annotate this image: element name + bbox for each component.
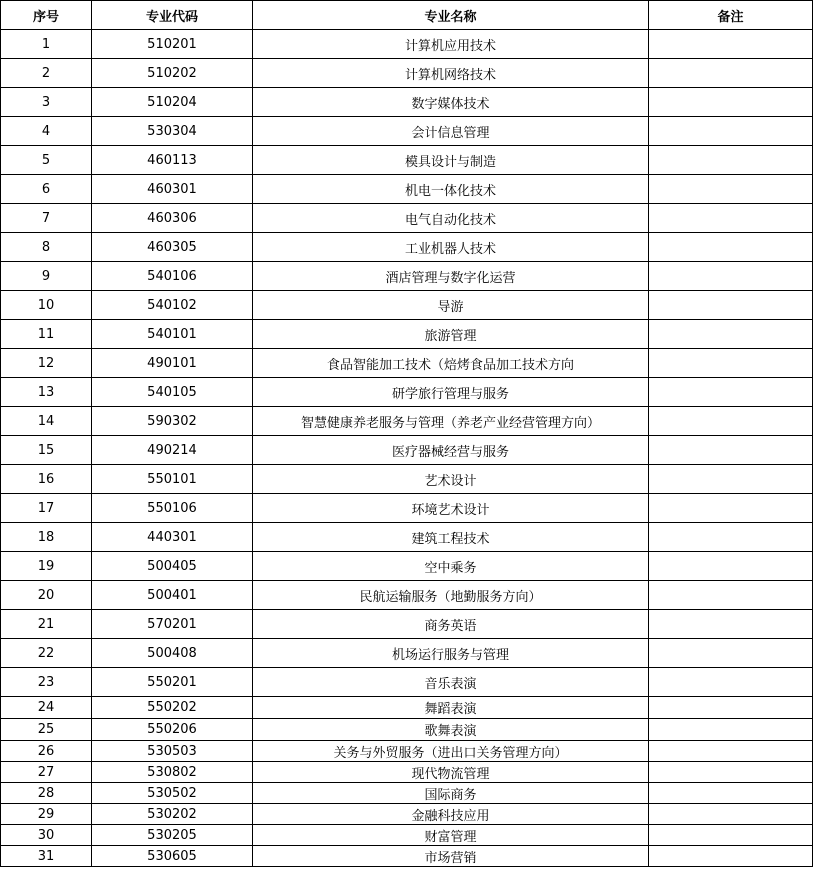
cell-index: 28: [1, 783, 92, 804]
cell-name: 艺术设计: [253, 465, 649, 494]
cell-code: 490101: [92, 349, 253, 378]
cell-index: 8: [1, 233, 92, 262]
cell-index: 27: [1, 762, 92, 783]
cell-note: [649, 349, 813, 378]
cell-code: 530304: [92, 117, 253, 146]
table-row: [1, 320, 813, 349]
cell-name: 电气自动化技术: [253, 204, 649, 233]
table-row: [1, 88, 813, 117]
cell-note: [649, 668, 813, 697]
cell-note: [649, 175, 813, 204]
table-row: [1, 783, 813, 804]
cell-index: 24: [1, 697, 92, 719]
cell-note: [649, 436, 813, 465]
cell-code: 440301: [92, 523, 253, 552]
cell-name: 计算机网络技术: [253, 59, 649, 88]
cell-code: 540101: [92, 320, 253, 349]
cell-note: [649, 233, 813, 262]
cell-name: 机场运行服务与管理: [253, 639, 649, 668]
header-name: 专业名称: [253, 1, 649, 30]
cell-index: 23: [1, 668, 92, 697]
cell-name: 商务英语: [253, 610, 649, 639]
table-row: [1, 204, 813, 233]
cell-code: 550206: [92, 719, 253, 741]
cell-code: 460305: [92, 233, 253, 262]
cell-index: 17: [1, 494, 92, 523]
cell-index: 15: [1, 436, 92, 465]
cell-note: [649, 825, 813, 846]
cell-code: 510204: [92, 88, 253, 117]
cell-note: [649, 494, 813, 523]
cell-index: 10: [1, 291, 92, 320]
cell-index: 2: [1, 59, 92, 88]
cell-name: 数字媒体技术: [253, 88, 649, 117]
cell-index: 30: [1, 825, 92, 846]
cell-note: [649, 262, 813, 291]
header-code: 专业代码: [92, 1, 253, 30]
table-row: [1, 610, 813, 639]
cell-note: [649, 719, 813, 741]
table-row: [1, 846, 813, 867]
cell-code: 530802: [92, 762, 253, 783]
cell-code: 510201: [92, 30, 253, 59]
table-row: [1, 552, 813, 581]
cell-index: 6: [1, 175, 92, 204]
cell-code: 550202: [92, 697, 253, 719]
table-row: [1, 378, 813, 407]
cell-code: 540105: [92, 378, 253, 407]
cell-index: 7: [1, 204, 92, 233]
table-row: [1, 291, 813, 320]
cell-note: [649, 465, 813, 494]
cell-name: 舞蹈表演: [253, 697, 649, 719]
cell-note: [649, 407, 813, 436]
cell-code: 530503: [92, 741, 253, 762]
cell-name: 工业机器人技术: [253, 233, 649, 262]
cell-name: 研学旅行管理与服务: [253, 378, 649, 407]
cell-index: 5: [1, 146, 92, 175]
table-row: [1, 30, 813, 59]
table-row: [1, 639, 813, 668]
cell-name: 计算机应用技术: [253, 30, 649, 59]
cell-name: 导游: [253, 291, 649, 320]
table-row: [1, 825, 813, 846]
cell-index: 22: [1, 639, 92, 668]
table-row: [1, 494, 813, 523]
table-row: [1, 233, 813, 262]
table-row: [1, 741, 813, 762]
cell-note: [649, 30, 813, 59]
cell-code: 530205: [92, 825, 253, 846]
table-row: [1, 581, 813, 610]
cell-index: 16: [1, 465, 92, 494]
table-body: [1, 30, 813, 867]
cell-note: [649, 741, 813, 762]
cell-note: [649, 88, 813, 117]
table-row: [1, 668, 813, 697]
cell-code: 590302: [92, 407, 253, 436]
cell-note: [649, 804, 813, 825]
cell-code: 550106: [92, 494, 253, 523]
cell-note: [649, 581, 813, 610]
table-row: [1, 175, 813, 204]
header-row: [1, 1, 813, 30]
table-row: [1, 804, 813, 825]
cell-code: 550201: [92, 668, 253, 697]
cell-name: 酒店管理与数字化运营: [253, 262, 649, 291]
cell-index: 12: [1, 349, 92, 378]
cell-name: 旅游管理: [253, 320, 649, 349]
cell-note: [649, 204, 813, 233]
cell-name: 医疗器械经营与服务: [253, 436, 649, 465]
cell-index: 26: [1, 741, 92, 762]
cell-index: 18: [1, 523, 92, 552]
cell-index: 25: [1, 719, 92, 741]
cell-note: [649, 59, 813, 88]
cell-name: 金融科技应用: [253, 804, 649, 825]
cell-index: 9: [1, 262, 92, 291]
cell-code: 460113: [92, 146, 253, 175]
cell-name: 智慧健康养老服务与管理（养老产业经营管理方向）: [253, 407, 649, 436]
cell-name: 现代物流管理: [253, 762, 649, 783]
cell-index: 14: [1, 407, 92, 436]
cell-code: 550101: [92, 465, 253, 494]
table-row: [1, 762, 813, 783]
cell-code: 530202: [92, 804, 253, 825]
table-row: [1, 436, 813, 465]
table-row: [1, 719, 813, 741]
cell-note: [649, 610, 813, 639]
cell-note: [649, 697, 813, 719]
cell-index: 4: [1, 117, 92, 146]
cell-index: 13: [1, 378, 92, 407]
cell-name: 歌舞表演: [253, 719, 649, 741]
cell-code: 500408: [92, 639, 253, 668]
cell-note: [649, 762, 813, 783]
cell-index: 19: [1, 552, 92, 581]
cell-name: 会计信息管理: [253, 117, 649, 146]
cell-code: 490214: [92, 436, 253, 465]
cell-name: 食品智能加工技术（焙烤食品加工技术方向: [253, 349, 649, 378]
cell-name: 财富管理: [253, 825, 649, 846]
cell-name: 民航运输服务（地勤服务方向）: [253, 581, 649, 610]
table-row: [1, 262, 813, 291]
cell-code: 500405: [92, 552, 253, 581]
cell-name: 模具设计与制造: [253, 146, 649, 175]
cell-code: 540102: [92, 291, 253, 320]
cell-name: 音乐表演: [253, 668, 649, 697]
cell-index: 1: [1, 30, 92, 59]
cell-index: 3: [1, 88, 92, 117]
cell-note: [649, 117, 813, 146]
cell-index: 11: [1, 320, 92, 349]
cell-code: 510202: [92, 59, 253, 88]
cell-note: [649, 552, 813, 581]
table-row: [1, 523, 813, 552]
table-row: [1, 697, 813, 719]
cell-name: 市场营销: [253, 846, 649, 867]
cell-note: [649, 846, 813, 867]
cell-note: [649, 291, 813, 320]
cell-index: 29: [1, 804, 92, 825]
cell-note: [649, 639, 813, 668]
table-row: [1, 465, 813, 494]
cell-name: 关务与外贸服务（进出口关务管理方向）: [253, 741, 649, 762]
header-note: 备注: [649, 1, 813, 30]
cell-index: 20: [1, 581, 92, 610]
table-row: [1, 349, 813, 378]
header-index: 序号: [1, 1, 92, 30]
cell-index: 21: [1, 610, 92, 639]
table-row: [1, 59, 813, 88]
cell-note: [649, 146, 813, 175]
cell-note: [649, 523, 813, 552]
cell-code: 570201: [92, 610, 253, 639]
cell-name: 环境艺术设计: [253, 494, 649, 523]
cell-name: 空中乘务: [253, 552, 649, 581]
cell-note: [649, 320, 813, 349]
cell-code: 460306: [92, 204, 253, 233]
cell-index: 31: [1, 846, 92, 867]
cell-code: 530605: [92, 846, 253, 867]
cell-note: [649, 378, 813, 407]
table-row: [1, 117, 813, 146]
cell-name: 建筑工程技术: [253, 523, 649, 552]
cell-code: 500401: [92, 581, 253, 610]
cell-name: 机电一体化技术: [253, 175, 649, 204]
cell-code: 540106: [92, 262, 253, 291]
cell-note: [649, 783, 813, 804]
table-row: [1, 407, 813, 436]
cell-code: 460301: [92, 175, 253, 204]
cell-code: 530502: [92, 783, 253, 804]
cell-name: 国际商务: [253, 783, 649, 804]
table-row: [1, 146, 813, 175]
